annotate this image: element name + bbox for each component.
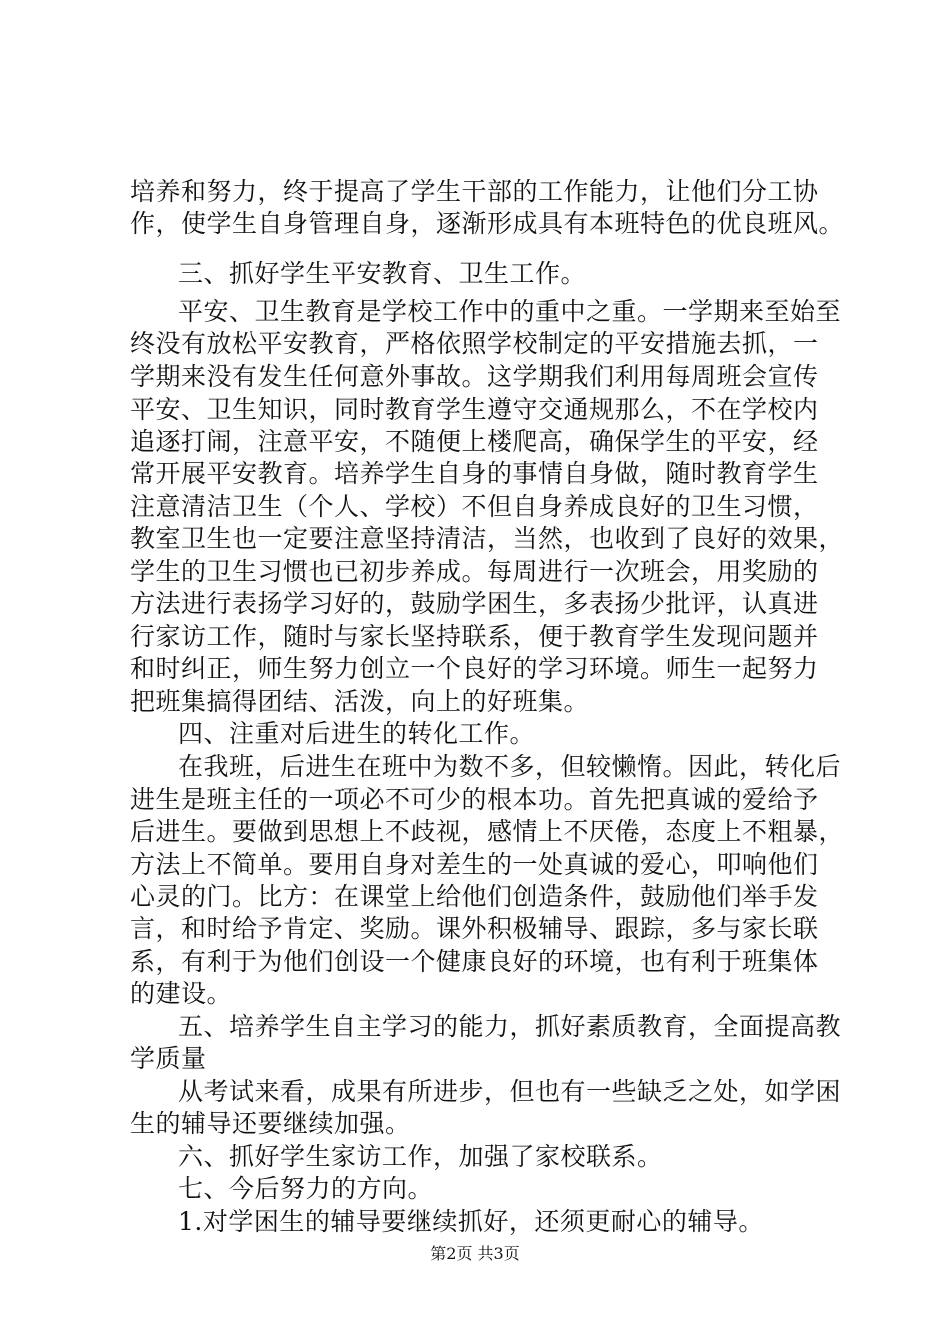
text-line: 培养和努力，终于提高了学生干部的工作能力，让他们分工协: [130, 177, 819, 206]
section-heading: 三、抓好学生平安教育、卫生工作。: [178, 259, 587, 288]
section-heading: 四、注重对后进生的转化工作。: [178, 719, 536, 748]
text-line: 作，使学生自身管理自身，逐渐形成具有本班特色的优良班风。: [130, 209, 845, 238]
text-line: 常开展平安教育。培养学生自身的事情自身做，随时教育学生: [130, 459, 819, 488]
text-line: 平安、卫生教育是学校工作中的重中之重。一学期来至始至: [178, 297, 842, 326]
text-line: 学质量: [130, 1044, 207, 1073]
text-line: 系，有利于为他们创设一个健康良好的环境，也有利于班集体: [130, 947, 819, 976]
section-heading: 七、今后努力的方向。: [178, 1174, 434, 1203]
text-line: 的建设。: [130, 979, 233, 1008]
text-line: 学期来没有发生任何意外事故。这学期我们利用每周班会宣传: [130, 362, 819, 391]
text-line: 行家访工作，随时与家长坚持联系，便于教育学生发现问题并: [130, 622, 819, 651]
text-line: 心灵的门。比方：在课堂上给他们创造条件，鼓励他们举手发: [130, 882, 819, 911]
text-line: 追逐打闹，注意平安，不随便上楼爬高，确保学生的平安，经: [130, 427, 819, 456]
section-heading: 六、抓好学生家访工作，加强了家校联系。: [178, 1142, 663, 1171]
text-line: 和时纠正，师生努力创立一个良好的学习环境。师生一起努力: [130, 654, 819, 683]
text-line: 从考试来看，成果有所进步，但也有一些缺乏之处，如学困: [178, 1077, 842, 1106]
text-line: 把班集搞得团结、活泼，向上的好班集。: [130, 687, 590, 716]
text-line: 方法上不简单。要用自身对差生的一处真诚的爱心，叩响他们: [130, 850, 819, 879]
text-line: 言，和时给予肯定、奖励。课外积极辅导、跟踪，多与家长联: [130, 914, 819, 943]
text-line: 进生是班主任的一项必不可少的根本功。首先把真诚的爱给予: [130, 785, 819, 814]
text-line: 方法进行表扬学习好的，鼓励学困生，多表扬少批评，认真进: [130, 589, 819, 618]
text-line: 终没有放松平安教育，严格依照学校制定的平安措施去抓，一: [130, 329, 819, 358]
page-footer: 第2页 共3页: [430, 1244, 520, 1263]
section-heading: 五、培养学生自主学习的能力，抓好素质教育，全面提高教: [178, 1012, 842, 1041]
text-line: 教室卫生也一定要注意坚持清洁，当然，也收到了良好的效果，: [130, 524, 845, 553]
text-line: 注意清洁卫生（个人、学校）不但自身养成良好的卫生习惯，: [130, 492, 819, 521]
text-line: 平安、卫生知识，同时教育学生遵守交通规那么，不在学校内: [130, 395, 819, 424]
text-line: 在我班，后进生在班中为数不多，但较懒惰。因此，转化后: [178, 752, 842, 781]
text-line: 后进生。要做到思想上不歧视，感情上不厌倦，态度上不粗暴，: [130, 817, 845, 846]
text-line: 学生的卫生习惯也已初步养成。每周进行一次班会，用奖励的: [130, 557, 819, 586]
text-line: 生的辅导还要继续加强。: [130, 1109, 411, 1138]
list-item: 1.对学困生的辅导要继续抓好，还须更耐心的辅导。: [178, 1207, 764, 1236]
